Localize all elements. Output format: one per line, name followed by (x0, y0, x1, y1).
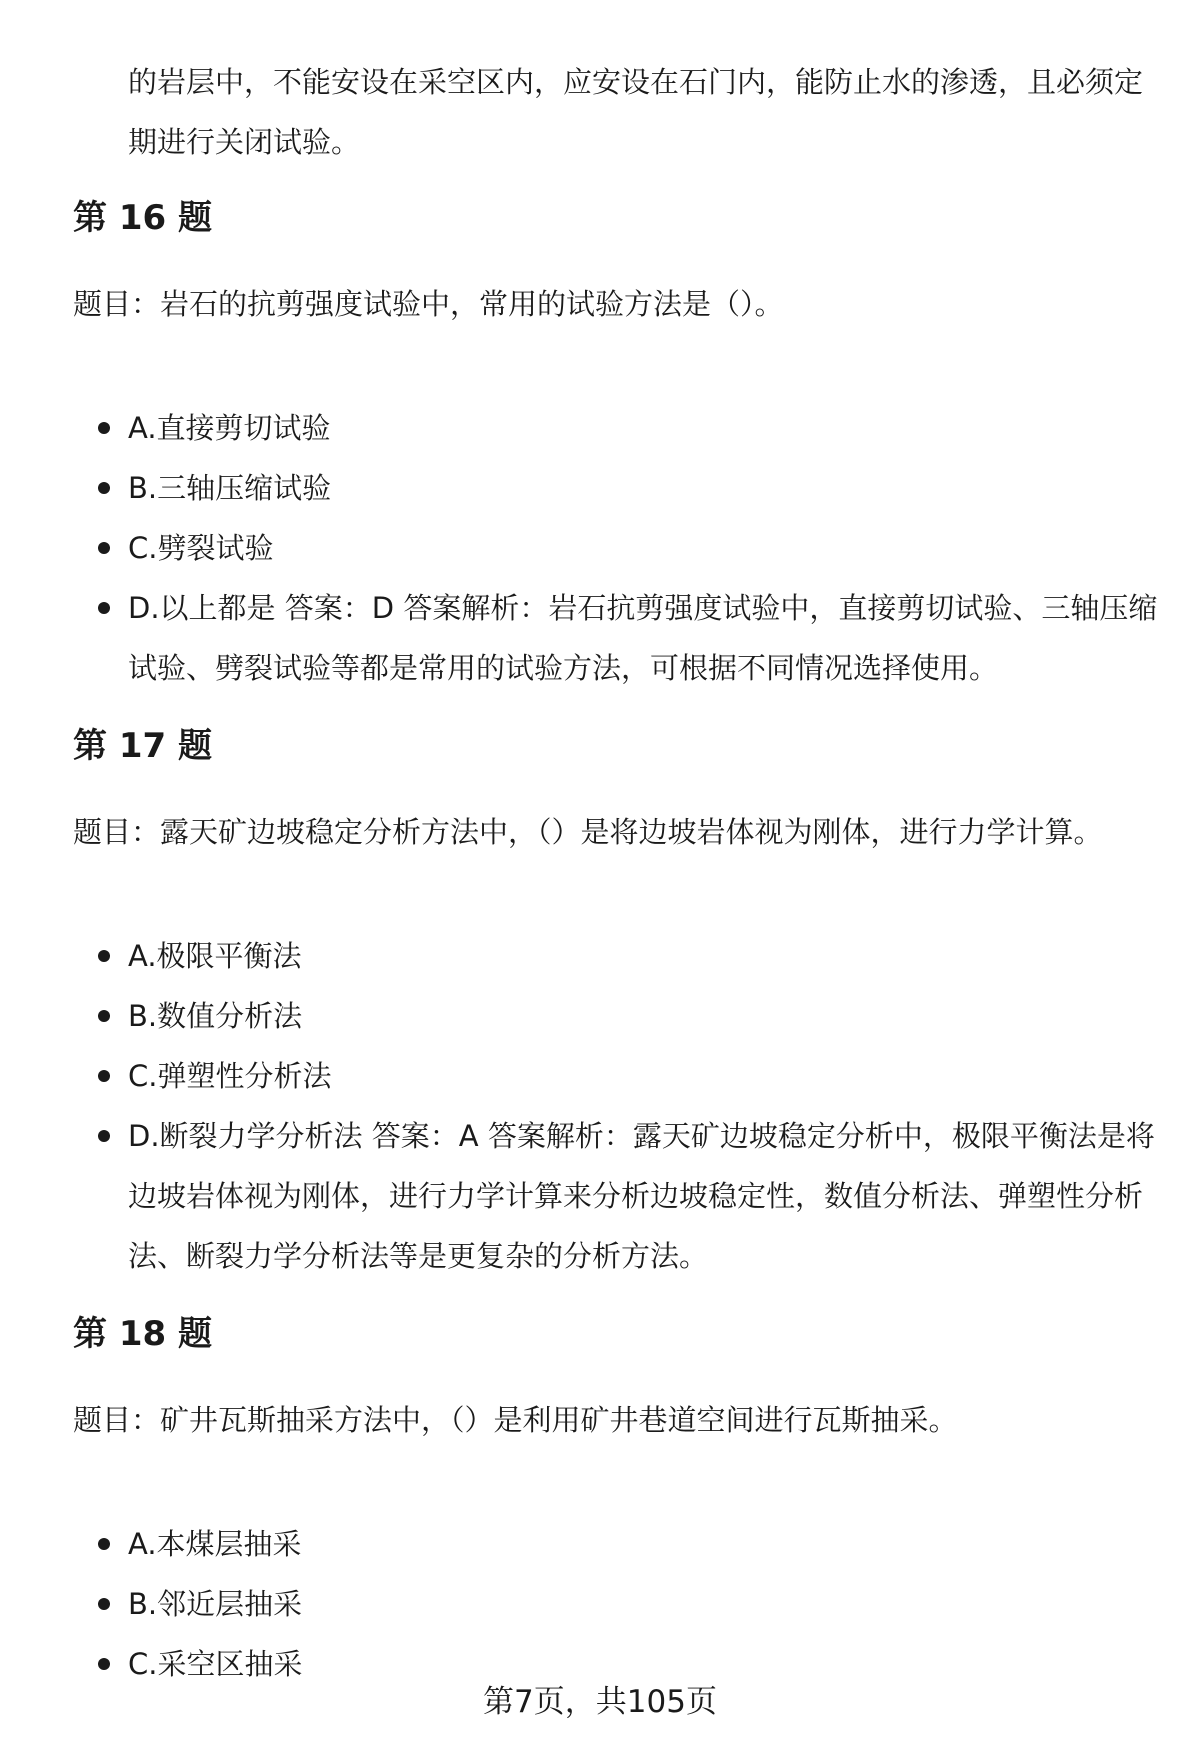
option-item (0, 458, 1158, 518)
option-text: B.数值分析法 (128, 999, 303, 1033)
option-item (0, 1574, 1158, 1634)
question-16-heading: 第 16 题 (73, 198, 212, 238)
question-17-heading: 第 17 题 (73, 726, 212, 766)
option-item (0, 1046, 1158, 1106)
option-item (0, 1514, 1158, 1574)
bullet-icon (98, 1130, 110, 1142)
option-item (0, 986, 1158, 1046)
option-item (0, 578, 1158, 698)
question-17-stem: 题目：露天矿边坡稳定分析方法中，（）是将边坡岩体视为刚体，进行力学计算。 (73, 815, 1103, 849)
option-text: A.本煤层抽采 (128, 1527, 302, 1561)
option-text: C.采空区抽采 (128, 1647, 303, 1681)
bullet-icon (98, 1598, 110, 1610)
bullet-icon (98, 1538, 110, 1550)
bullet-icon (98, 1010, 110, 1022)
bullet-icon (98, 1070, 110, 1082)
question-18-heading: 第 18 题 (73, 1314, 212, 1354)
option-text: B.三轴压缩试验 (128, 471, 332, 505)
option-text: D.断裂力学分析法 答案：A 答案解析：露天矿边坡稳定分析中，极限平衡法是将边坡岩体视为刚体，进行力学计算来分析边坡稳定性，数值分析法、弹塑性分析法、断裂力学分析法等是更复杂的分析方法。 (128, 1119, 1155, 1273)
bullet-icon (98, 1658, 110, 1670)
bullet-icon (98, 482, 110, 494)
question-17-options (0, 926, 1200, 1286)
bullet-icon (98, 950, 110, 962)
question-18-stem: 题目：矿井瓦斯抽采方法中，（）是利用矿井巷道空间进行瓦斯抽采。 (73, 1403, 958, 1437)
question-16-options (0, 398, 1200, 698)
option-item (0, 926, 1158, 986)
option-text: B.邻近层抽采 (128, 1587, 303, 1621)
bullet-icon (98, 542, 110, 554)
option-text: C.劈裂试验 (128, 531, 274, 565)
question-16-stem: 题目：岩石的抗剪强度试验中，常用的试验方法是（）。 (73, 287, 784, 321)
option-text: D.以上都是 答案：D 答案解析：岩石抗剪强度试验中，直接剪切试验、三轴压缩试验、劈裂试验等都是常用的试验方法，可根据不同情况选择使用。 (128, 591, 1158, 685)
option-text: C.弹塑性分析法 (128, 1059, 332, 1093)
bullet-icon (98, 602, 110, 614)
page-footer: 第7页，共105页 (483, 1684, 717, 1720)
bullet-icon (98, 422, 110, 434)
option-item (0, 398, 1158, 458)
option-item (0, 1106, 1158, 1286)
option-text: A.极限平衡法 (128, 939, 302, 973)
continuation-paragraph: 的岩层中，不能安设在采空区内，应安设在石门内，能防止水的渗透，且必须定期进行关闭试验。 (128, 65, 1144, 159)
option-item (0, 518, 1158, 578)
option-text: A.直接剪切试验 (128, 411, 331, 445)
question-18-options (0, 1514, 1200, 1694)
